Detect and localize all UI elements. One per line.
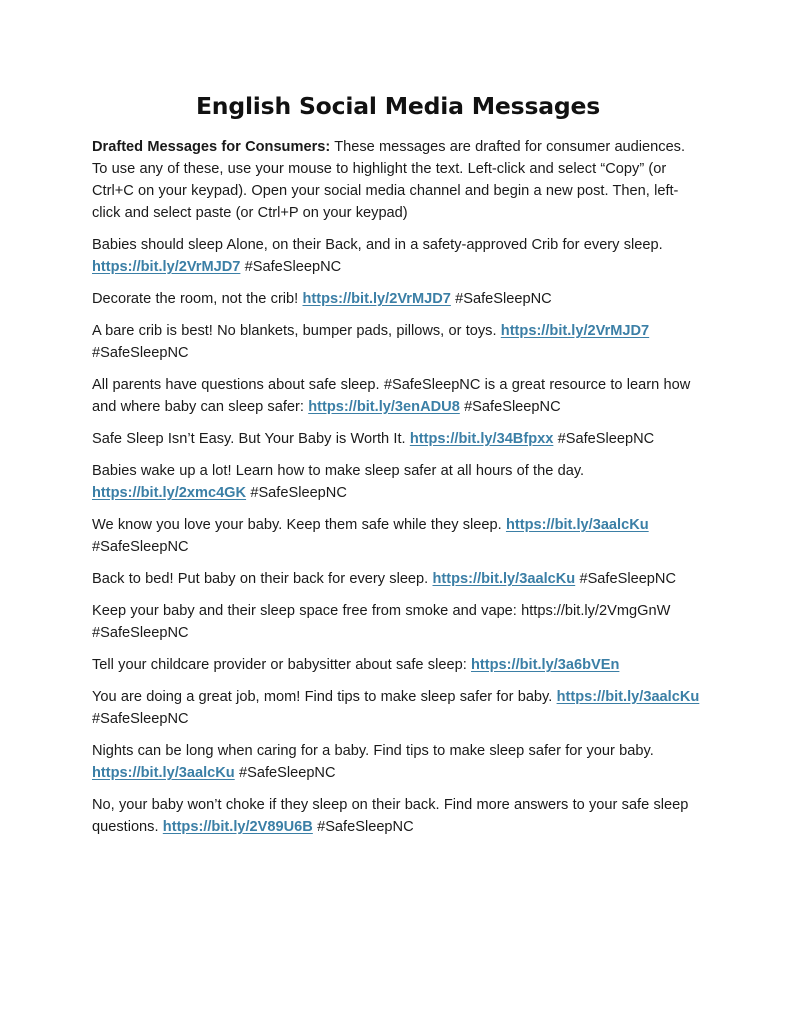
message-item — [92, 460, 704, 504]
message-item — [92, 654, 704, 676]
message-hashtag: #SafeSleepNC — [240, 259, 342, 275]
message-link[interactable]: https://bit.ly/2V89U6B — [162, 819, 313, 835]
message-link[interactable]: https://bit.ly/3aalcKu — [432, 571, 576, 587]
page-title: English Social Media Messages — [195, 92, 601, 120]
message-link[interactable]: https://bit.ly/34Bfpxx — [409, 431, 554, 447]
message-text: Decorate the room, not the crib! — [92, 291, 303, 307]
message-item — [92, 686, 704, 730]
message-item — [92, 600, 704, 644]
intro-lead: Drafted Messages for Consumers: — [92, 139, 331, 155]
message-hashtag: #SafeSleepNC — [246, 485, 347, 501]
message-hashtag: #SafeSleepNC — [92, 345, 189, 361]
message-item — [92, 234, 704, 278]
message-hashtag: #SafeSleepNC — [312, 819, 414, 835]
message-item — [92, 428, 704, 450]
message-text: Keep your baby and their sleep space free from smoke and vape: https://bit.ly/2VmgGnW #SafeSleepNC — [92, 603, 671, 641]
message-hashtag: #SafeSleepNC — [450, 291, 552, 307]
message-list — [92, 234, 704, 838]
message-hashtag: #SafeSleepNC — [92, 711, 189, 727]
message-text: We know you love your baby. Keep them safe while they sleep. — [92, 517, 506, 533]
message-text: You are doing a great job, mom! Find tips to make sleep safer for baby. — [92, 689, 557, 705]
message-item — [92, 320, 704, 364]
intro-paragraph — [92, 136, 704, 224]
message-hashtag: #SafeSleepNC — [459, 399, 561, 415]
intro-body: These messages are drafted for consumer audiences. To use any of these, use your mouse to highlight the text. Left-click and select “Copy” (or Ctrl+C on your keypad). Open your social media channel and begin a new post. Then, left-click and select paste (or Ctrl+P on your keypad) — [92, 139, 686, 221]
message-item — [92, 740, 704, 784]
message-link[interactable]: https://bit.ly/3enADU8 — [308, 399, 460, 415]
message-text: Back to bed! Put baby on their back for every sleep. — [92, 571, 433, 587]
message-item — [92, 568, 704, 590]
message-text: All parents have questions about safe sleep. #SafeSleepNC is a great resource to learn how and where baby can sleep safer: — [92, 377, 691, 415]
message-text: Nights can be long when caring for a baby. Find tips to make sleep safer for your baby. — [92, 743, 654, 759]
message-text: No, your baby won’t choke if they sleep on their back. Find more answers to your safe sleep questions. — [92, 797, 689, 835]
message-text: Safe Sleep Isn’t Easy. But Your Baby is Worth It. — [92, 431, 410, 447]
message-hashtag: #SafeSleepNC — [575, 571, 676, 587]
message-text: Tell your childcare provider or babysitter about safe sleep: — [92, 657, 471, 673]
message-text: A bare crib is best! No blankets, bumper pads, pillows, or toys. — [92, 323, 501, 339]
message-link[interactable]: https://bit.ly/3aalcKu — [505, 517, 649, 533]
message-item — [92, 374, 704, 418]
message-link[interactable]: https://bit.ly/2xmc4GK — [92, 485, 247, 501]
message-link[interactable]: https://bit.ly/2VrMJD7 — [500, 323, 650, 339]
message-item — [92, 514, 704, 558]
message-hashtag: #SafeSleepNC — [92, 539, 189, 555]
message-link[interactable]: https://bit.ly/2VrMJD7 — [92, 259, 241, 275]
message-text: Babies should sleep Alone, on their Back, and in a safety-approved Crib for every sleep. — [92, 237, 663, 253]
message-text: Babies wake up a lot! Learn how to make sleep safer at all hours of the day. — [92, 463, 585, 479]
message-hashtag: #SafeSleepNC — [553, 431, 655, 447]
message-hashtag: #SafeSleepNC — [234, 765, 336, 781]
message-item — [92, 288, 704, 310]
message-link[interactable]: https://bit.ly/2VrMJD7 — [302, 291, 451, 307]
message-link[interactable]: https://bit.ly/3aalcKu — [556, 689, 700, 705]
message-link[interactable]: https://bit.ly/3a6bVEn — [471, 657, 620, 673]
message-item — [92, 794, 704, 838]
document-page — [92, 88, 704, 848]
message-link[interactable]: https://bit.ly/3aalcKu — [92, 765, 235, 781]
